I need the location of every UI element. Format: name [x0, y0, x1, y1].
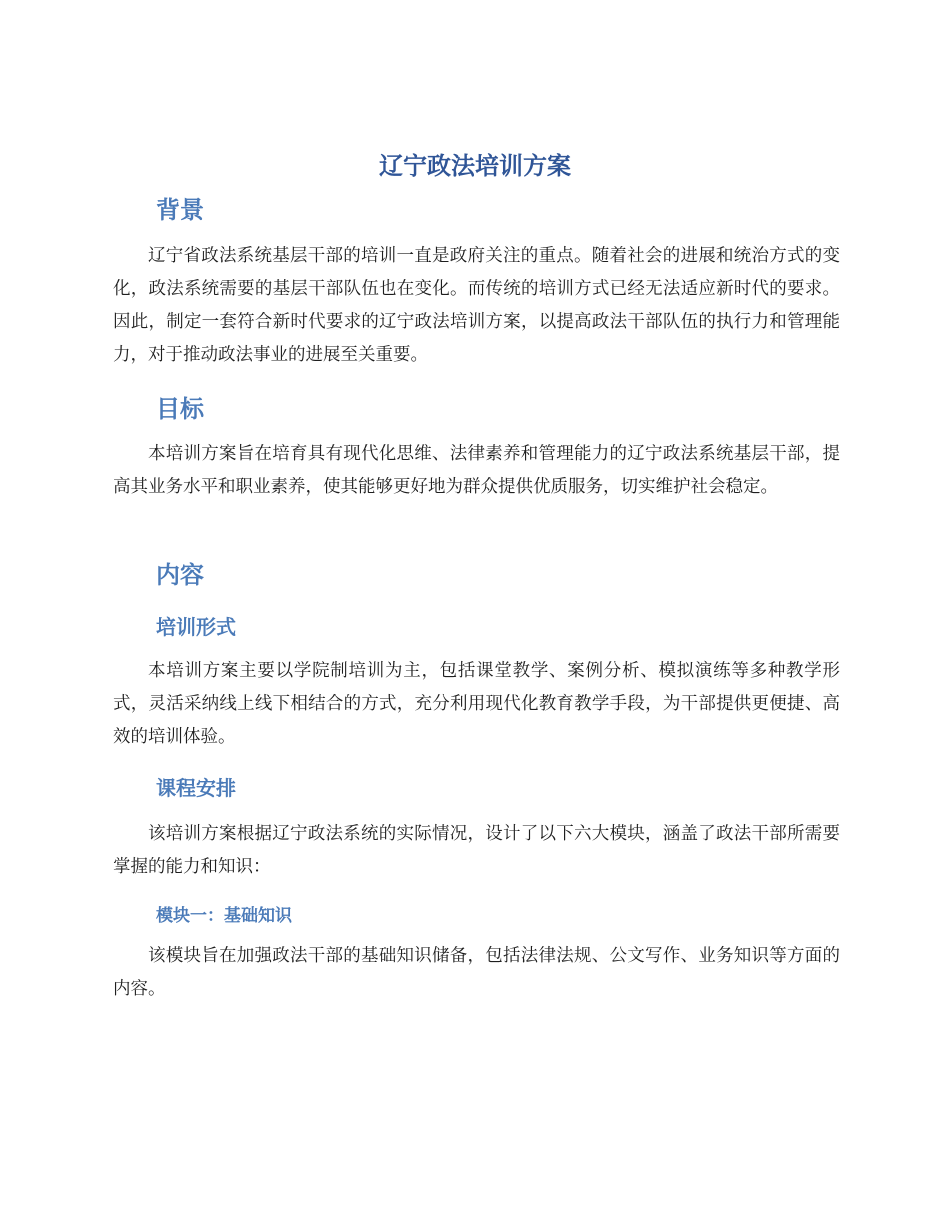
document-title: 辽宁政法培训方案: [379, 152, 571, 180]
subheading-module-one: 模块一：基础知识: [156, 906, 292, 926]
section-heading-background: 背景: [156, 196, 204, 224]
goal-paragraph: 本培训方案旨在培育具有现代化思维、法律素养和管理能力的辽宁政法系统基层干部，提高其业务水平和职业素养，使其能够更好地为群众提供优质服务，切实维护社会稳定。: [113, 444, 840, 497]
background-paragraph: 辽宁省政法系统基层干部的培训一直是政府关注的重点。随着社会的进展和统治方式的变化，政法系统需要的基层干部队伍也在变化。而传统的培训方式已经无法适应新时代的要求。因此，制定一套符合新时代要求的辽宁政法培训方案，以提高政法干部队伍的执行力和管理能力，对于推动政法事业的进展至关重要。: [113, 246, 840, 365]
section-heading-content: 内容: [156, 561, 204, 589]
subheading-course-schedule: 课程安排: [156, 776, 236, 800]
module-one-paragraph: 该模块旨在加强政法干部的基础知识储备，包括法律法规、公文写作、业务知识等方面的内容。: [113, 946, 840, 999]
subheading-training-format: 培训形式: [156, 615, 236, 639]
training-format-paragraph: 本培训方案主要以学院制培训为主，包括课堂教学、案例分析、模拟演练等多种教学形式，灵活采纳线上线下相结合的方式，充分利用现代化教育教学手段，为干部提供更便捷、高效的培训体验。: [113, 661, 840, 747]
course-schedule-paragraph: 该培训方案根据辽宁政法系统的实际情况，设计了以下六大模块，涵盖了政法干部所需要掌握的能力和知识：: [113, 824, 840, 877]
section-heading-goal: 目标: [156, 395, 204, 423]
